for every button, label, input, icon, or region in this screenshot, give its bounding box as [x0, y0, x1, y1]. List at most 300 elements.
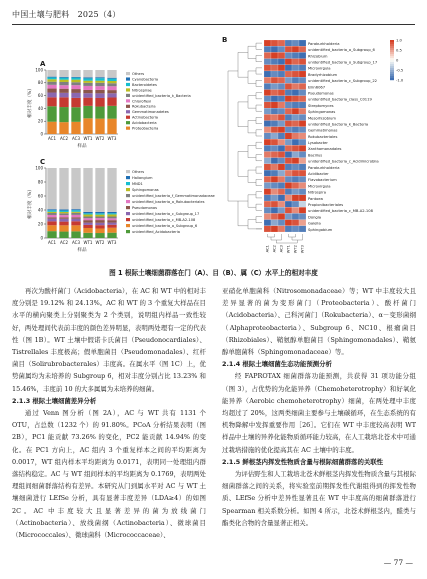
- heatmap-cell: [285, 59, 292, 65]
- bar-segment: [95, 213, 104, 214]
- heatmap-cell: [278, 139, 285, 145]
- heatmap-row-label: Mesorhizobium: [308, 116, 336, 121]
- heatmap-cell: [292, 164, 299, 170]
- heatmap-cell: [264, 77, 271, 83]
- bar-segment: [71, 210, 80, 212]
- color-scale-step: [390, 42, 394, 44]
- color-scale-step: [390, 76, 394, 78]
- bar-segment: [83, 217, 92, 219]
- heatmap-cell: [278, 71, 285, 77]
- bar-segment: [71, 225, 80, 231]
- bar-segment: [95, 78, 104, 80]
- legend-label: Chloroflexi: [132, 99, 152, 104]
- heatmap-cell: [285, 170, 292, 176]
- bar-segment: [83, 214, 92, 216]
- color-scale-step: [390, 70, 394, 72]
- paragraph: 亚硝化单胞菌科（Nitrosomonadaceae）等；WT 中丰度较大且差异显著的菌为变形菌门（Proteobacteria）、酸杆菌门（Acidobacteria）、己科河菌门（Rokubacteria）、α－变形菌纲（Alphaproteobacteria）、Subgroup 6、NC10、根瘤菌目（Rhizobiales）、鞘氨醇单胞菌目（Sphingomonadales）、鞘氨醇单胞菌科（Sphingomonadaceae）等。: [222, 287, 416, 357]
- heatmap-cell: [292, 40, 299, 46]
- heatmap-cell: [292, 114, 299, 120]
- heatmap-cell: [271, 182, 278, 188]
- color-scale-label: 0.5: [396, 48, 402, 53]
- bar-segment: [107, 225, 116, 228]
- heatmap-cell: [264, 139, 271, 145]
- bar-segment: [83, 90, 92, 93]
- bar-segment: [71, 213, 80, 215]
- bar-segment: [71, 89, 80, 93]
- y-axis-title: 相对丰度（%）: [28, 86, 33, 118]
- legend-label: unidentified_bacteria_o_Rokubacteriales: [132, 200, 205, 204]
- legend-swatch: [126, 188, 130, 191]
- column-dendrogram-branch: [276, 240, 297, 243]
- heatmap-row-label: Pseudomonas: [308, 91, 334, 96]
- legend-label: unidentified_bacteria_c_MB-A2-108: [132, 218, 196, 222]
- legend-swatch: [126, 105, 130, 108]
- legend-swatch: [126, 218, 130, 221]
- heatmap-cell: [292, 133, 299, 139]
- bar-segment: [47, 122, 56, 134]
- legend-swatch: [126, 194, 130, 197]
- color-scale-step: [390, 58, 394, 60]
- legend-swatch: [126, 116, 130, 119]
- heatmap-cell: [299, 102, 306, 108]
- x-tick-label: WT1: [83, 136, 93, 141]
- color-scale-step: [390, 50, 394, 52]
- heatmap-cell: [292, 65, 299, 71]
- heatmap-cell: [292, 121, 299, 127]
- heatmap-cell: [299, 195, 306, 201]
- heatmap-row-label: Sphingobium: [308, 227, 333, 232]
- heatmap-cell: [285, 108, 292, 114]
- heatmap-cell: [264, 71, 271, 77]
- bar-segment: [83, 83, 92, 86]
- heatmap-cell: [285, 195, 292, 201]
- heatmap-row-label: Rhizobium: [308, 54, 328, 59]
- heatmap-cell: [278, 83, 285, 89]
- dendrogram-branch: [256, 204, 262, 210]
- bar-segment: [47, 82, 56, 85]
- heatmap-row-label: Rokubacteriales: [308, 134, 338, 139]
- heatmap-cell: [264, 127, 271, 133]
- dendrogram-branch: [248, 121, 256, 133]
- stacked-bar-chart-phylum: [16, 64, 216, 158]
- bar-segment: [83, 81, 92, 83]
- bar-segment: [59, 89, 68, 93]
- bar-segment: [71, 98, 80, 107]
- legend-label: unidentified_bacteria_o_Subgroup_6: [132, 224, 198, 228]
- x-tick-label: AC3: [71, 240, 81, 245]
- heatmap-cell: [292, 213, 299, 219]
- color-scale-label: 1.0: [396, 38, 402, 43]
- y-tick-label: 100: [35, 67, 43, 73]
- heatmap-cell: [271, 114, 278, 120]
- heatmap-cell: [292, 151, 299, 157]
- heatmap-cell: [271, 151, 278, 157]
- heatmap-cell: [278, 90, 285, 96]
- dendrogram-branch: [248, 170, 256, 182]
- dendrogram-branch: [238, 102, 248, 127]
- heatmap-cell: [292, 207, 299, 213]
- heatmap-cell: [278, 220, 285, 226]
- bar-segment: [47, 231, 56, 238]
- paragraph: 再次为酸杆菌门（Acidobacteria），在 AC 和 WT 中的相对丰度分别是 19.12% 和 24.13%。AC 和 WT 的 3 个重复大样品在目水平的横向聚类上分别聚类为 2 个类别，说明组内样品一致性较好，两处理间代表前丰度的颜色差异明显，表明两处理有一定的代表性（图 1B）。WT 土壤中假诺卡氏菌目（Pseudonocardiales）、Tistrellales 丰度极高；假单胞菌目（Pseudomonadales）、红杆菌目（Solirubrobacterales）丰度高。在属水平（图 1C）上，优势菌属均为未培养的 Subgroup 6，相对丰度分别占比 13.23% 和 15.46%，丰度前 10 的大多属属为未培养的细菌。: [12, 287, 206, 393]
- bar-segment: [47, 219, 56, 222]
- heatmap-column-label: AC3: [279, 245, 284, 253]
- color-scale-step: [390, 72, 394, 74]
- color-scale-step: [390, 60, 394, 62]
- bar-segment: [107, 218, 116, 220]
- bar-segment: [71, 209, 80, 210]
- x-axis-title: 样品: [77, 144, 87, 149]
- y-tick-label: 0: [40, 131, 43, 137]
- bar-segment: [95, 83, 104, 86]
- heatmap-cell: [299, 96, 306, 102]
- heatmap-cell: [292, 52, 299, 58]
- bar-segment: [59, 122, 68, 134]
- heatmap-cell: [278, 189, 285, 195]
- legend-label: Actinobacteria: [132, 115, 159, 120]
- bar-segment: [95, 119, 104, 134]
- x-tick-label: AC2: [59, 136, 69, 141]
- bar-segment: [107, 220, 116, 222]
- color-scale-step: [390, 56, 394, 58]
- bar-segment: [107, 98, 116, 106]
- heatmap-cell: [278, 213, 285, 219]
- color-scale-step: [390, 66, 394, 68]
- bar-segment: [107, 212, 116, 213]
- heatmap-column-label: WT2: [293, 245, 298, 254]
- x-tick-label: AC3: [71, 136, 81, 141]
- heatmap-cell: [292, 127, 299, 133]
- legend-label: unidentified_Acidobacteria: [132, 230, 180, 234]
- heatmap-cell: [299, 83, 306, 89]
- bar-segment: [107, 93, 116, 97]
- dendrogram-branch: [256, 192, 262, 198]
- column-dendrogram-branch: [268, 234, 275, 237]
- bar-segment: [83, 78, 92, 80]
- bar-segment: [95, 90, 104, 93]
- bar-segment: [83, 218, 92, 220]
- bar-segment: [95, 168, 104, 212]
- dendrogram-branch: [256, 167, 262, 173]
- heatmap-cell: [271, 176, 278, 182]
- section-heading-2-1-4: 2.1.4 根际土壤细菌生态功能预测分析: [222, 360, 332, 369]
- heatmap-cell: [292, 201, 299, 207]
- bar-segment: [47, 70, 56, 77]
- heatmap-cell: [299, 59, 306, 65]
- legend-swatch: [126, 127, 130, 130]
- heatmap-column-label: AC2: [272, 245, 277, 253]
- heatmap-row-label: Dongia: [308, 215, 322, 220]
- heatmap-row-label: Gemmatimonas: [308, 128, 338, 133]
- color-scale-step: [390, 46, 394, 48]
- bar-segment: [83, 212, 92, 213]
- bar-segment: [107, 119, 116, 134]
- heatmap-cell: [278, 121, 285, 127]
- dendrogram-branch: [256, 93, 262, 99]
- heatmap-cell: [271, 77, 278, 83]
- bar-segment: [95, 93, 104, 98]
- heatmap-cell: [285, 164, 292, 170]
- heatmap-cell: [278, 102, 285, 108]
- heatmap-row-label: Paraburkholderia: [308, 41, 340, 46]
- heatmap-cell: [278, 96, 285, 102]
- color-scale-step: [390, 78, 394, 80]
- y-tick-label: 0: [40, 235, 43, 241]
- bar-segment: [47, 215, 56, 217]
- y-tick-label: 60: [37, 93, 43, 98]
- heatmap-cell: [264, 121, 271, 127]
- bar-segment: [71, 78, 80, 80]
- heatmap-cell: [264, 52, 271, 58]
- heatmap-row-label: Gaiella: [308, 221, 321, 226]
- legend-swatch: [126, 72, 130, 75]
- heatmap-cell: [271, 158, 278, 164]
- heatmap-cell: [278, 176, 285, 182]
- bar-segment: [59, 209, 68, 210]
- heatmap-cell: [292, 59, 299, 65]
- heatmap-cell: [285, 213, 292, 219]
- section-heading-2-1-5: 2.1.5 鲜根茎内挥发性物质含量与根际细菌群落的关联性: [222, 457, 384, 466]
- heatmap-row-label: Ellin6067: [308, 85, 326, 90]
- dendrogram-branch: [256, 179, 262, 185]
- heatmap-cell: [292, 90, 299, 96]
- dendrogram-branch: [238, 201, 248, 226]
- dendrogram-branch: [248, 71, 256, 83]
- bar-segment: [83, 70, 92, 77]
- heatmap-cell: [285, 90, 292, 96]
- heatmap-cell: [271, 96, 278, 102]
- heatmap-cell: [264, 133, 271, 139]
- heatmap-cell: [285, 220, 292, 226]
- heatmap-cell: [299, 52, 306, 58]
- heatmap-row-label: Xanthomonadales: [308, 147, 342, 152]
- heatmap-cell: [264, 158, 271, 164]
- y-tick-label: 40: [37, 105, 43, 111]
- bar-segment: [47, 213, 56, 215]
- heatmap-cell: [278, 108, 285, 114]
- heatmap-cell: [299, 145, 306, 151]
- bar-segment: [95, 217, 104, 219]
- legend-label: Cyanobacteria: [132, 77, 159, 82]
- heatmap-cell: [278, 158, 285, 164]
- dendrogram-branch: [256, 55, 262, 61]
- heatmap-cell: [264, 96, 271, 102]
- heatmap-cell: [271, 133, 278, 139]
- bar-segment: [59, 107, 68, 122]
- heatmap-row-label: Lysobacter: [308, 141, 328, 146]
- heatmap-cell: [264, 176, 271, 182]
- legend-label: unidentified_bacteria_k_Bacteria: [132, 93, 191, 98]
- heatmap-cell: [278, 151, 285, 157]
- bar-segment: [47, 97, 56, 106]
- heatmap-cell: [271, 121, 278, 127]
- heatmap-cell: [264, 108, 271, 114]
- heatmap-cell: [292, 182, 299, 188]
- heatmap-cell: [285, 151, 292, 157]
- heatmap-cell: [299, 71, 306, 77]
- bar-segment: [107, 213, 116, 214]
- heatmap-cell: [285, 133, 292, 139]
- bar-segment: [59, 77, 68, 78]
- bar-segment: [95, 220, 104, 223]
- heatmap-cell: [271, 52, 278, 58]
- dendrogram-branch: [256, 142, 262, 148]
- heatmap-row-label: unidentified_bacteria_class_C0119: [308, 97, 372, 102]
- color-scale-step: [390, 52, 394, 54]
- heatmap-cell: [285, 182, 292, 188]
- heatmap-cell: [285, 176, 292, 182]
- bar-segment: [107, 223, 116, 225]
- heatmap-row-label: Sphingomonas: [308, 110, 336, 115]
- heatmap-row-label: unidentified_bacteria_o_Subgroup_17: [308, 60, 378, 65]
- bar-segment: [107, 168, 116, 212]
- bar-segment: [107, 214, 116, 216]
- heatmap-row-label: unidentified_bacteria_k_Bacteria: [308, 122, 369, 127]
- heatmap-cell: [264, 90, 271, 96]
- dendrogram-branch: [248, 46, 256, 58]
- bar-segment: [71, 215, 80, 217]
- heatmap-cell: [278, 77, 285, 83]
- heatmap-cell: [271, 127, 278, 133]
- heatmap-cell: [264, 46, 271, 52]
- bar-segment: [59, 168, 68, 209]
- heatmap-cell: [264, 226, 271, 232]
- color-scale-step: [390, 62, 394, 64]
- bar-segment: [95, 225, 104, 228]
- heatmap-cell: [278, 164, 285, 170]
- bar-segment: [71, 85, 80, 89]
- heatmap-cell: [299, 158, 306, 164]
- bar-segment: [95, 107, 104, 119]
- heatmap-cell: [278, 114, 285, 120]
- heatmap-cell: [271, 164, 278, 170]
- column-dendrogram-branch: [289, 234, 296, 237]
- bar-segment: [107, 228, 116, 233]
- heatmap-cell: [271, 40, 278, 46]
- dendrogram-branch: [256, 68, 262, 74]
- color-scale-label: 0: [396, 58, 399, 63]
- color-scale-label: -0.5: [396, 68, 404, 73]
- row-dendrogram: [228, 43, 262, 229]
- journal-issue: 2025（4）: [77, 10, 121, 19]
- heatmap-cell: [292, 71, 299, 77]
- bar-segment: [47, 209, 56, 210]
- heatmap-cell: [285, 226, 292, 232]
- color-scale-step: [390, 64, 394, 66]
- heatmap-cell: [271, 220, 278, 226]
- heatmap-row-label: Bacillus: [308, 153, 323, 158]
- bar-segment: [47, 77, 56, 78]
- bar-segment: [83, 225, 92, 228]
- heatmap-row-label: unidentified_bacteria_c_Subgroup_22: [308, 79, 378, 84]
- bar-segment: [59, 85, 68, 88]
- heatmap-cell: [285, 52, 292, 58]
- heatmap-cell: [278, 65, 285, 71]
- heatmap-column-label: WT1: [286, 245, 291, 254]
- dendrogram-branch: [256, 105, 262, 111]
- y-tick-label: 20: [37, 118, 43, 124]
- heatmap-cell: [285, 96, 292, 102]
- heatmap-cell: [292, 46, 299, 52]
- heatmap-cell: [299, 189, 306, 195]
- heatmap-cell: [292, 170, 299, 176]
- heatmap-row-label: Microvirgula: [308, 184, 331, 189]
- heatmap-column-label: WT3: [300, 245, 305, 254]
- bar-segment: [47, 93, 56, 98]
- heatmap-cell: [285, 189, 292, 195]
- bar-segment: [59, 215, 68, 217]
- panel-label-b: B: [222, 36, 228, 44]
- heatmap-cell: [299, 133, 306, 139]
- heatmap-cell: [299, 176, 306, 182]
- bar-segment: [71, 70, 80, 77]
- heatmap-cell: [278, 207, 285, 213]
- legend-swatch: [126, 121, 130, 124]
- bar-segment: [83, 168, 92, 212]
- bar-segment: [47, 89, 56, 93]
- heatmap-cell: [264, 65, 271, 71]
- heatmap-cell: [285, 65, 292, 71]
- legend-swatch: [126, 77, 130, 80]
- bar-segment: [83, 233, 92, 238]
- color-scale-step: [390, 74, 394, 76]
- bar-segment: [83, 98, 92, 106]
- legend-swatch: [126, 99, 130, 102]
- heatmap-cell: [285, 121, 292, 127]
- legend-label: unidentified_bacteria_c_Subgroup_17: [132, 212, 200, 216]
- paragraph: 通过 Venn 图分析（图 2A），AC 与 WT 共有 1131 个 OTU，占总数（1232 个）的 91.80%。PCoA 分析结果表明（图 2B），PC1 能贡献 73.26% 的变化，PC2 能贡献 14.94% 的变化。在 PC1 方向上，AC 组内 3 个重复样本之间的平均距离为 0.0017，WT 组内样本平均距离为 0.0171，表明同一处理组内群落结构稳定。AC 与 WT 组间样本的平均距离为 0.1769，表明两处理组间细菌群落结构有差异。本研究从门到属水平对 AC 与 WT 土壤细菌进行 LEfSe 分析，具有显著丰度差异（LDA≥4）的如图 2C。AC 中丰度较大且显著差异的菌为放线菌门（Actinobacteria）、放线菌纲（Actinobacteria）、微球菌目（Micrococcales）、微球菌科（Micrococcaceae）、: [12, 409, 206, 540]
- heatmap-cell: [264, 145, 271, 151]
- y-tick-label: 20: [37, 221, 43, 227]
- heatmap-row-label: Paraburkholderia: [308, 165, 340, 170]
- bar-segment: [59, 211, 68, 212]
- heatmap-cell: [299, 77, 306, 83]
- heatmap-cell: [271, 102, 278, 108]
- heatmap-cell: [292, 145, 299, 151]
- panel-label-c: C: [40, 158, 46, 166]
- bar-segment: [47, 85, 56, 89]
- heatmap-cell: [285, 158, 292, 164]
- journal-header: [12, 9, 121, 20]
- legend-swatch: [126, 170, 130, 173]
- bar-segment: [71, 77, 80, 78]
- bar-segment: [83, 86, 92, 90]
- bar-segment: [107, 81, 116, 83]
- bar-segment: [71, 122, 80, 134]
- x-tick-label: WT1: [83, 240, 93, 245]
- section-heading-2-1-3: 2.1.3 根际土壤细菌差异分析: [12, 396, 97, 405]
- bar-segment: [71, 219, 80, 222]
- heatmap-cell: [278, 145, 285, 151]
- bar-segment: [83, 220, 92, 223]
- heatmap-cell: [285, 114, 292, 120]
- heatmap-cell: [285, 40, 292, 46]
- legend-swatch: [126, 83, 130, 86]
- heatmap-cell: [264, 220, 271, 226]
- x-tick-label: WT2: [95, 136, 105, 141]
- legend-label: Nitrospirae: [132, 88, 152, 93]
- bar-segment: [95, 218, 104, 220]
- heatmap-cell: [278, 59, 285, 65]
- heatmap-cell: [264, 195, 271, 201]
- bar-segment: [59, 213, 68, 215]
- heatmap-cell: [285, 207, 292, 213]
- bar-segment: [107, 106, 116, 119]
- heatmap-cell: [278, 127, 285, 133]
- legend-label: Gemmatimonadetes: [132, 110, 169, 115]
- stacked-bar-chart-genus: [16, 162, 216, 262]
- heatmap-cell: [271, 108, 278, 114]
